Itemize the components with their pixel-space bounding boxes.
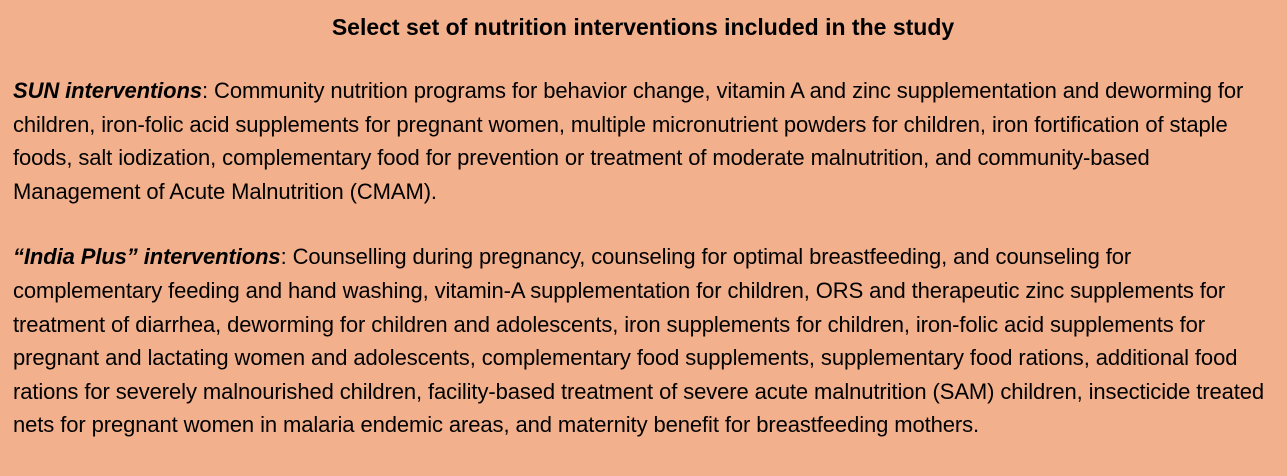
india-plus-interventions-paragraph [13, 240, 1273, 442]
india-plus-interventions-heading: “India Plus” interventions [13, 244, 281, 270]
sun-interventions-paragraph [13, 74, 1273, 208]
sun-interventions-heading: SUN interventions [13, 78, 202, 103]
india-plus-interventions-text: Counselling during pregnancy, counseling for optimal breastfeeding, and counseling for complementary feeding and hand washing, vitamin-A supplementation for children, ORS and therapeutic zinc supplements for treatment of diarrhea, deworming for children and adolescents, iron supplements for children, iron-folic acid supplements for pregnant and lactating women and adolescents, complementary food supplements, supplementary food rations, additional food rations for severely malnourished children, facility-based treatment of severe acute malnutrition (SAM) children, insecticide treated nets for pregnant women in malaria endemic areas, and maternity benefit for breastfeeding mothers. [13, 244, 1265, 438]
sun-interventions-separator: : [202, 78, 209, 103]
page-title: Select set of nutrition interventions included in the study [331, 14, 955, 40]
india-plus-interventions-separator: : [280, 244, 287, 270]
sun-interventions-text: Community nutrition programs for behavior change, vitamin A and zinc supplementation and deworming for children, iron-folic acid supplements for pregnant women, multiple micronutrient powders for children, iron fortification of staple foods, salt iodization, complementary food for prevention or treatment of moderate malnutrition, and community-based Management of Acute Malnutrition (CMAM). [13, 78, 1244, 204]
